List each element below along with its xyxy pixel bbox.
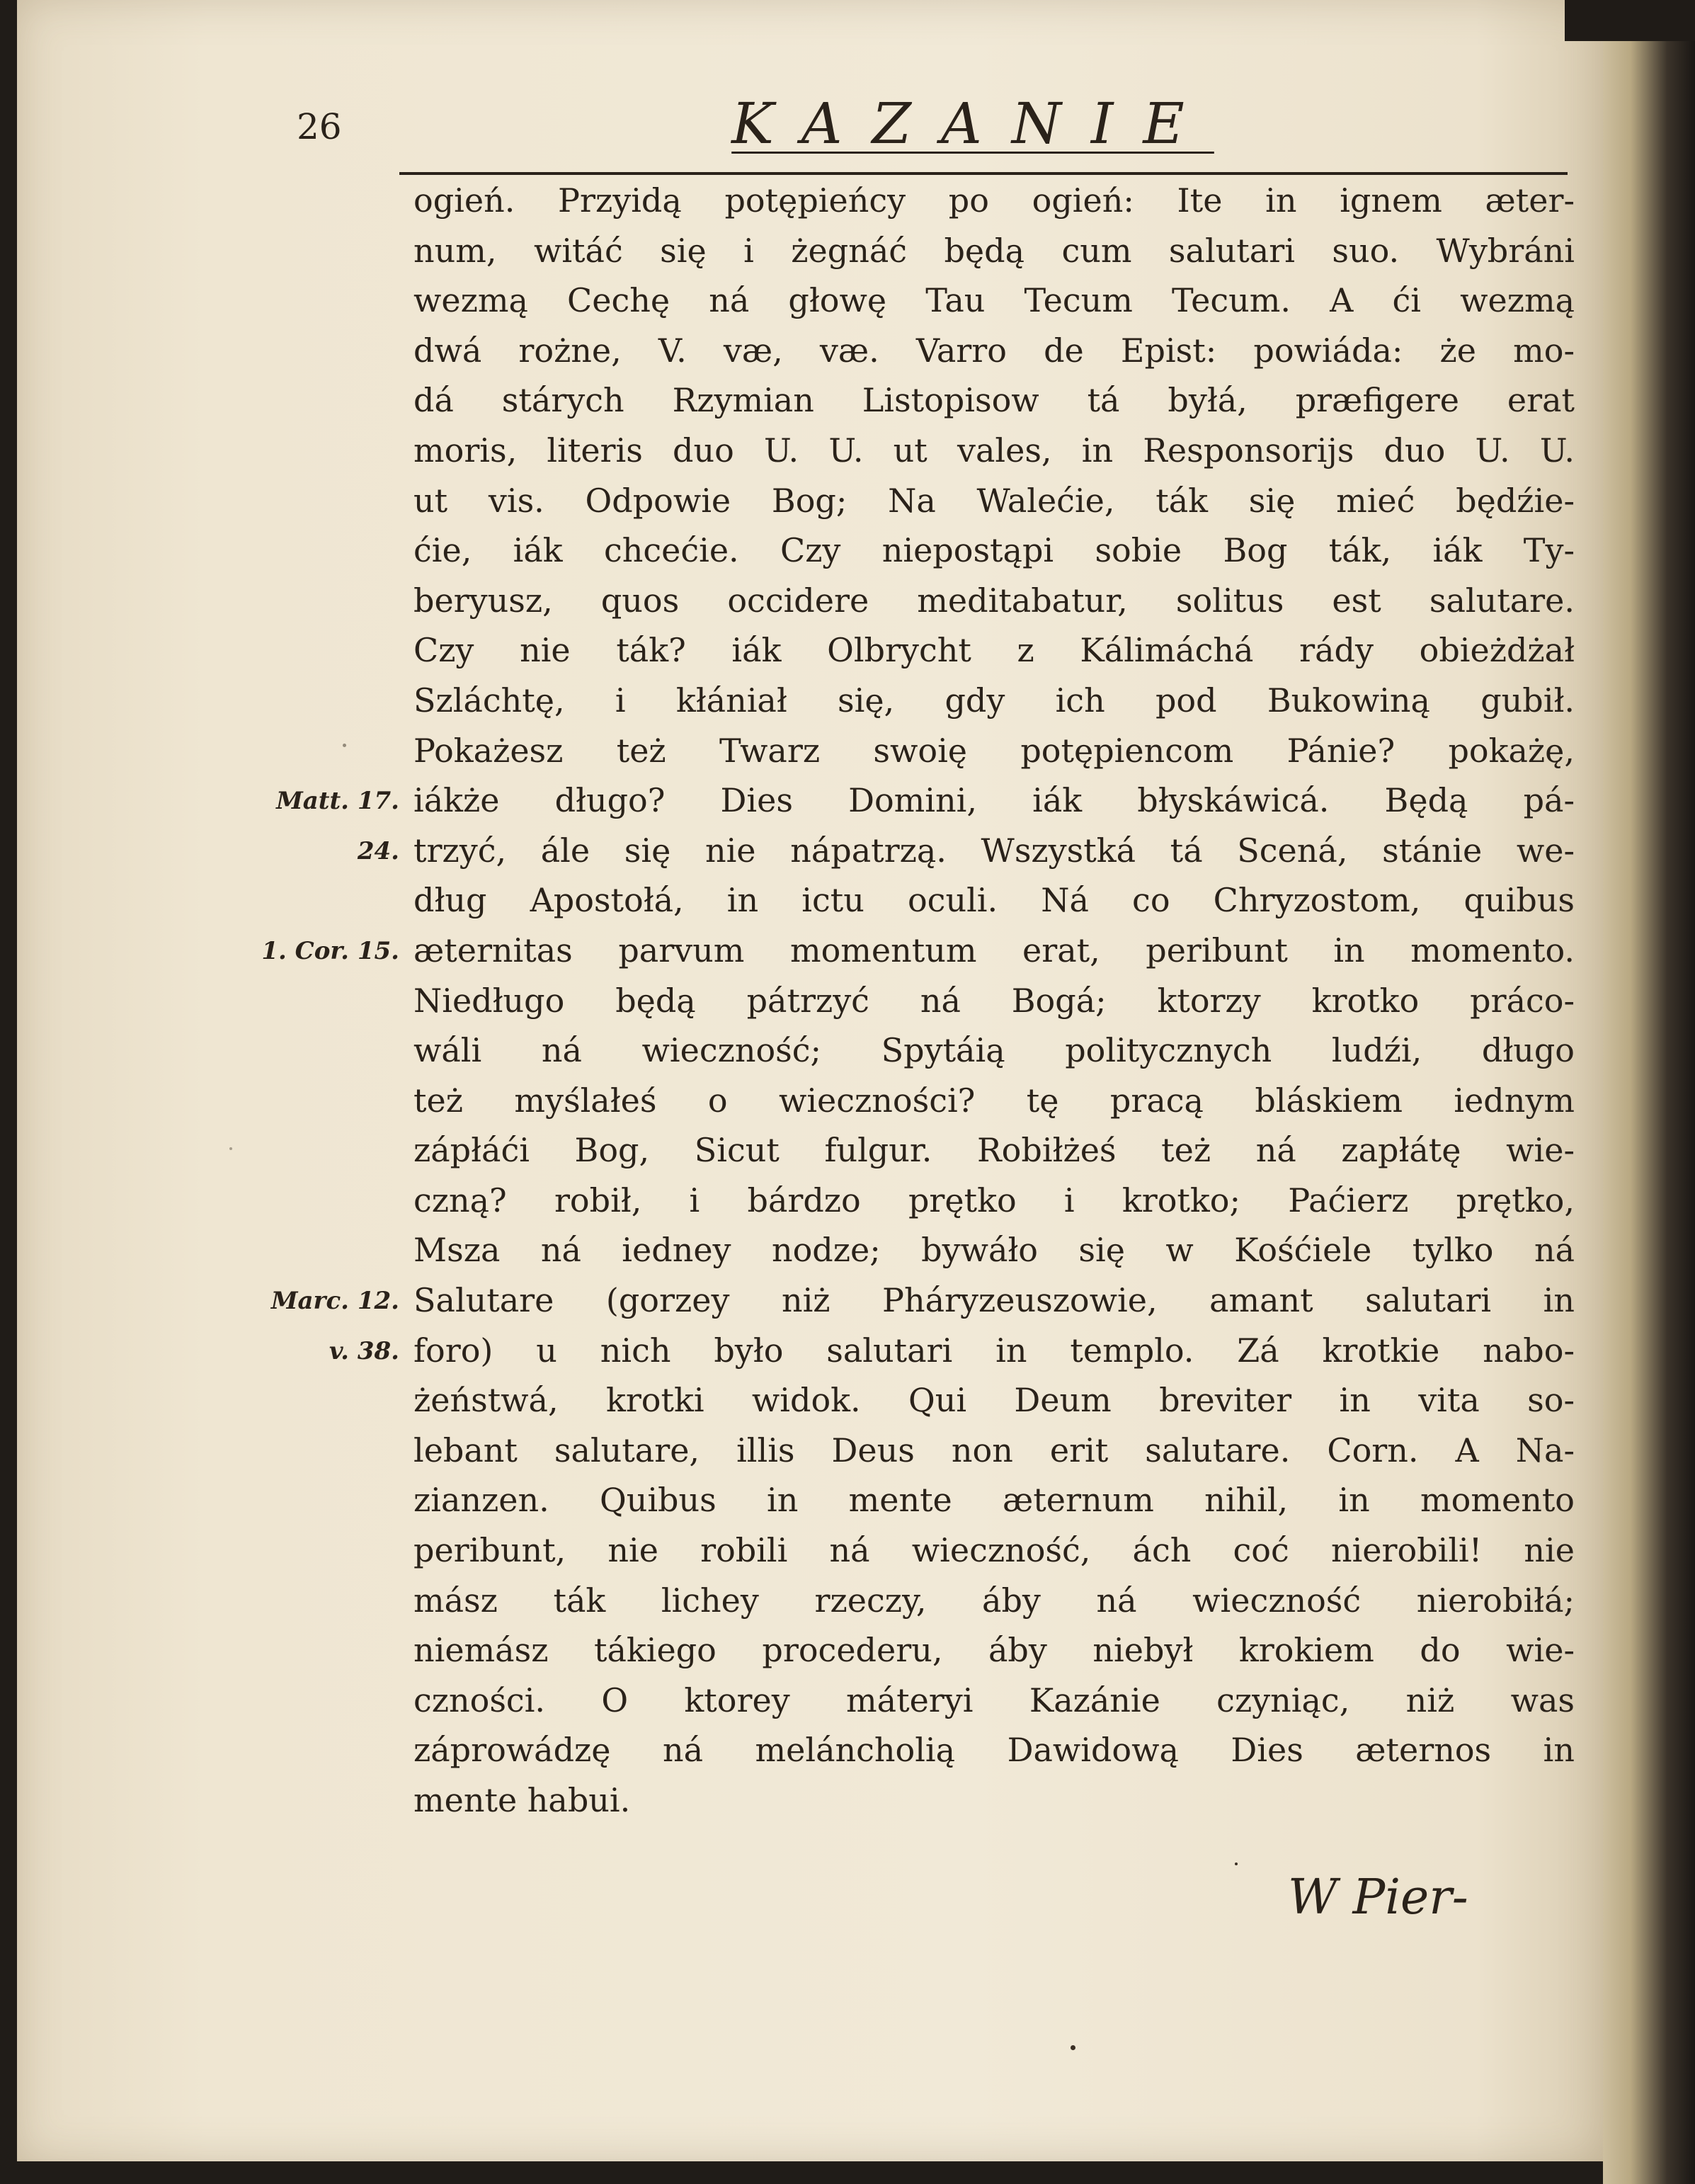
text-line: moris, literis duo U. U. ut vales, in Responsorijs duo U. U. xyxy=(413,431,1575,470)
margin-note: v. 38. xyxy=(329,1336,399,1365)
text-line: czności. O ktorey máteryi Kazánie czyniąc, niż was xyxy=(413,1680,1575,1719)
book-page xyxy=(17,0,1603,2161)
text-line: dá stárych Rzymian Listopisow tá byłá, præfigere erat xyxy=(413,381,1575,420)
text-line: żeństwá, krotki widok. Qui Deum breviter in vita so- xyxy=(413,1381,1575,1420)
text-line: też myślałeś o wieczności? tę pracą bláskiem iednym xyxy=(413,1081,1575,1120)
text-line: lebant salutare, illis Deus non erit salutare. Corn. A Na- xyxy=(413,1431,1575,1469)
header-rule xyxy=(399,172,1568,175)
margin-note: Matt. 17. xyxy=(276,787,399,816)
text-line: wáli ná wieczność; Spytáią politycznych ludźi, długo xyxy=(413,1031,1575,1070)
body-text xyxy=(413,176,1575,1826)
text-line: ćie, iák chcećie. Czy niepostąpi sobie Bog ták, iák Ty- xyxy=(413,531,1575,570)
text-line: wezmą Cechę ná głowę Tau Tecum Tecum. A ći wezmą xyxy=(413,281,1575,320)
text-line: iákże długo? Dies Domini, iák błyskáwicá. Będą pá- xyxy=(413,781,1575,820)
ink-speck xyxy=(229,1147,232,1150)
text-line: ogień. Przyidą potępieńcy po ogień: Ite in ignem æter- xyxy=(413,181,1575,220)
page-number: 26 xyxy=(297,106,342,147)
text-line: num, witáć się i żegnáć będą cum salutari suo. Wybráni xyxy=(413,231,1575,270)
text-line: Msza ná iedney nodze; bywáło się w Kośćiele tylko ná xyxy=(413,1231,1575,1270)
text-line: ut vis. Odpowie Bog; Na Walećie, ták się mieć będźie- xyxy=(413,481,1575,520)
text-line: Pokażesz też Twarz swoię potępiencom Pánie? pokażę, xyxy=(413,731,1575,770)
text-line: beryusz, quos occidere meditabatur, solitus est salutare. xyxy=(413,581,1575,620)
text-line: foro) u nich było salutari in templo. Zá krotkie nabo- xyxy=(413,1331,1575,1370)
text-line: niemász tákiego procederu, áby niebył krokiem do wie- xyxy=(413,1631,1575,1670)
ink-speck xyxy=(1071,2045,1075,2050)
margin-note: 24. xyxy=(357,836,399,865)
text-line: æternitas parvum momentum erat, peribunt in momento. xyxy=(413,931,1575,969)
margin-note: Marc. 12. xyxy=(270,1287,399,1316)
text-line: Czy nie ták? iák Olbrycht z Kálimáchá rády obieżdżał xyxy=(413,631,1575,670)
margin-note: 1. Cor. 15. xyxy=(261,937,399,965)
text-line: zianzen. Quibus in mente æternum nihil, in momento xyxy=(413,1481,1575,1520)
text-line: zápłáći Bog, Sicut fulgur. Robiłżeś też ná zapłátę wie- xyxy=(413,1131,1575,1170)
text-line: trzyć, ále się nie nápatrzą. Wszystká tá Scená, stánie we- xyxy=(413,831,1575,870)
running-title: KAZANIE xyxy=(731,91,1214,157)
text-line: peribunt, nie robili ná wieczność, ách coć nierobili! nie xyxy=(413,1531,1575,1570)
text-line: mente habui. xyxy=(413,1781,631,1819)
catchword: W Pier- xyxy=(1288,1870,1468,1926)
ink-speck xyxy=(343,744,346,747)
text-line: Niedługo będą pátrzyć ná Bogá; ktorzy krotko práco- xyxy=(413,981,1575,1020)
text-line: dług Apostołá, in ictu oculi. Ná co Chryzostom, quibus xyxy=(413,881,1575,920)
ink-speck xyxy=(1235,1862,1238,1865)
text-line: Szláchtę, i kłániał się, gdy ich pod Bukowiną gubił. xyxy=(413,681,1575,720)
scan-background xyxy=(1565,0,1695,41)
text-line: czną? robił, i bárdzo prętko i krotko; Paćierz prętko, xyxy=(413,1181,1575,1219)
text-line: dwá rożne, V. væ, væ. Varro de Epist: powiáda: że mo- xyxy=(413,331,1575,370)
text-line: záprowádzę ná meláncholią Dawidową Dies æternos in xyxy=(413,1731,1575,1770)
text-line: Salutare (gorzey niż Pháryzeuszowie, amant salutari in xyxy=(413,1281,1575,1320)
binding-edge xyxy=(1603,0,1695,2184)
text-line: mász ták lichey rzeczy, áby ná wieczność nierobiłá; xyxy=(413,1581,1575,1620)
